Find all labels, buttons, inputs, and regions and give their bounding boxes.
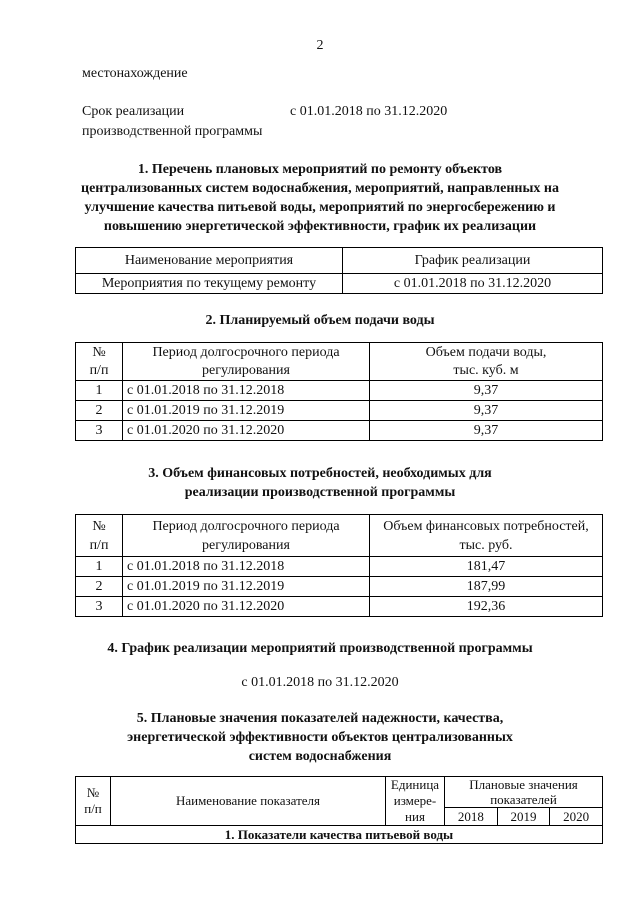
table-row	[76, 597, 603, 617]
cell-period: с 01.01.2019 по 31.12.2019	[123, 401, 370, 421]
section4-period: с 01.01.2018 по 31.12.2020	[241, 675, 399, 690]
header-period-line: Период долгосрочного периода	[152, 518, 340, 534]
section3-title-line: реализации производственной программы	[184, 485, 456, 500]
header-period	[123, 515, 370, 557]
section5-title-line: 5. Плановые значения показателей надежности, качества,	[136, 711, 504, 726]
header-period-line: регулирования	[202, 537, 290, 553]
header-plan-line: Плановые значения	[469, 777, 578, 792]
table-row	[76, 577, 603, 597]
section5-title-line: систем водоснабжения	[248, 749, 392, 764]
cell-num: 3	[76, 421, 123, 441]
water-supply-table	[75, 342, 603, 441]
cell-period: с 01.01.2020 по 31.12.2020	[123, 597, 370, 617]
cell-volume: 9,37	[370, 381, 603, 401]
cell-num: 1	[76, 557, 123, 577]
header-volume-line: тыс. куб. м	[453, 362, 519, 378]
header-period-line: Период долгосрочного периода	[152, 344, 340, 360]
cell-num: 1	[76, 381, 123, 401]
section5-title	[0, 709, 640, 766]
header-unit-line: Единица	[390, 777, 440, 792]
header-unit-line: ния	[405, 809, 425, 824]
section1-title	[0, 160, 640, 236]
page-number: 2	[316, 38, 324, 53]
table-row	[76, 826, 603, 844]
table-row	[76, 557, 603, 577]
cell-volume: 9,37	[370, 421, 603, 441]
section1-title-line: централизованных систем водоснабжения, мероприятий, направленных на	[81, 181, 559, 196]
header-year: 2018	[445, 808, 498, 826]
table-row	[76, 401, 603, 421]
section2-title: 2. Планируемый объем подачи воды	[205, 313, 435, 328]
section3-title-line: 3. Объем финансовых потребностей, необходимых для	[148, 466, 492, 481]
header-year: 2019	[497, 808, 550, 826]
header-financial-line: Объем финансовых потребностей,	[383, 518, 589, 534]
header-num	[76, 515, 123, 557]
subheader-quality: 1. Показатели качества питьевой воды	[76, 826, 603, 844]
header-year: 2020	[550, 808, 603, 826]
header-volume-line: Объем подачи воды,	[425, 344, 547, 360]
header-num-line: п/п	[89, 362, 109, 378]
cell-financial: 187,99	[370, 577, 603, 597]
cell-period: с 01.01.2020 по 31.12.2020	[123, 421, 370, 441]
header-num-line: №	[92, 344, 106, 360]
header-unit-line: измере-	[393, 793, 437, 808]
header-indicator-name: Наименование показателя	[111, 777, 386, 826]
header-num-line: п/п	[84, 801, 102, 816]
cell-volume: 9,37	[370, 401, 603, 421]
header-num	[76, 343, 123, 381]
table-row	[76, 274, 603, 294]
header-plan-line: показателей	[490, 792, 557, 807]
header-num-line: п/п	[89, 537, 109, 553]
table-header-row	[76, 777, 603, 808]
period-value: с 01.01.2018 по 31.12.2020	[290, 104, 448, 119]
cell-financial: 181,47	[370, 557, 603, 577]
table-row	[76, 381, 603, 401]
cell-measure: Мероприятия по текущему ремонту	[76, 274, 343, 294]
cell-schedule: с 01.01.2018 по 31.12.2020	[343, 274, 603, 294]
cell-num: 3	[76, 597, 123, 617]
section1-title-line: 1. Перечень плановых мероприятий по ремонту объектов	[137, 162, 503, 177]
table-header-row	[76, 343, 603, 381]
cell-num: 2	[76, 577, 123, 597]
cell-num: 2	[76, 401, 123, 421]
header-measure-name: Наименование мероприятия	[76, 248, 343, 274]
table-header-row	[76, 515, 603, 557]
period-label-line1: Срок реализации	[82, 104, 185, 119]
indicators-table	[75, 776, 603, 844]
header-unit	[386, 777, 445, 826]
table-row	[76, 421, 603, 441]
measures-table	[75, 247, 603, 294]
header-num-line: №	[92, 518, 106, 534]
cell-financial: 192,36	[370, 597, 603, 617]
header-financial	[370, 515, 603, 557]
section3-title	[0, 464, 640, 502]
table-header-row	[76, 248, 603, 274]
header-period	[123, 343, 370, 381]
header-volume	[370, 343, 603, 381]
cell-period: с 01.01.2018 по 31.12.2018	[123, 557, 370, 577]
header-num	[76, 777, 111, 826]
header-num-line: №	[86, 785, 100, 800]
section4-title: 4. График реализации мероприятий производственной программы	[107, 641, 533, 656]
financial-needs-table	[75, 514, 603, 617]
header-schedule: График реализации	[343, 248, 603, 274]
location-label: местонахождение	[82, 66, 188, 81]
cell-period: с 01.01.2019 по 31.12.2019	[123, 577, 370, 597]
section5-title-line: энергетической эффективности объектов централизованных	[127, 730, 513, 745]
period-label-line2: производственной программы	[82, 124, 263, 139]
header-financial-line: тыс. руб.	[459, 537, 513, 553]
header-plan-values	[445, 777, 603, 808]
header-period-line: регулирования	[202, 362, 290, 378]
section1-title-line: улучшение качества питьевой воды, мероприятий по энергосбережению и	[84, 200, 556, 215]
section1-title-line: повышению энергетической эффективности, график их реализации	[103, 219, 537, 234]
cell-period: с 01.01.2018 по 31.12.2018	[123, 381, 370, 401]
